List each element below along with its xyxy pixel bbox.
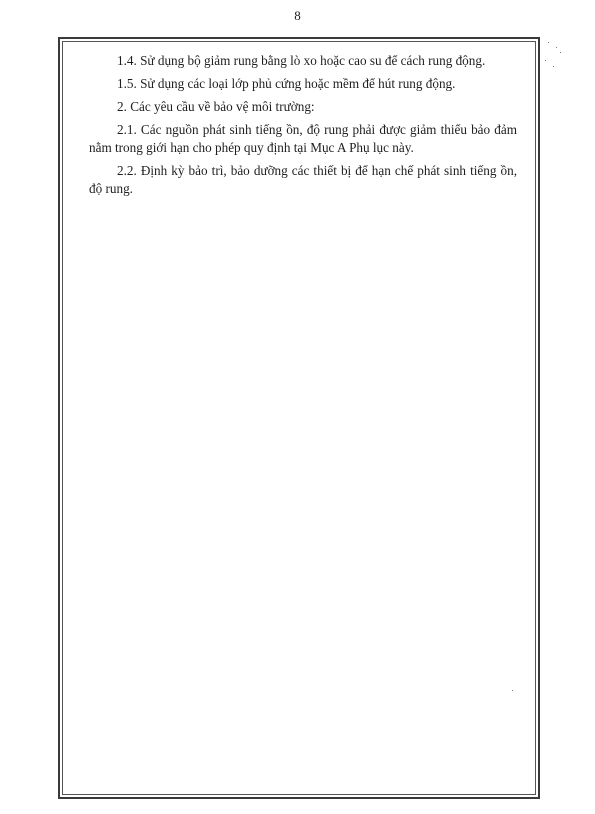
scan-speck bbox=[556, 47, 557, 48]
page-number: 8 bbox=[294, 8, 301, 23]
scan-speck bbox=[545, 60, 546, 61]
paragraph-1-4: 1.4. Sử dụng bộ giảm rung bằng lò xo hoặc cao su để cách rung động. bbox=[117, 53, 486, 68]
paragraph-1-5: 1.5. Sử dụng các loại lớp phủ cứng hoặc mềm để hút rung động. bbox=[117, 76, 456, 91]
paragraph-2-heading: 2. Các yêu cầu về bảo vệ môi trường: bbox=[117, 99, 315, 114]
scan-speck bbox=[553, 66, 554, 67]
paragraph-2-1: 2.1. Các nguồn phát sinh tiếng ồn, độ rung phải được giảm thiểu bảo đảm nằm trong giới hạn cho phép quy định tại Mục A Phụ lục này. bbox=[89, 122, 517, 155]
scan-speck bbox=[548, 42, 549, 43]
document-body bbox=[89, 52, 517, 203]
scan-speck bbox=[512, 690, 513, 691]
paragraph-2-2: 2.2. Định kỳ bảo trì, bảo dưỡng các thiết bị để hạn chế phát sinh tiếng ồn, độ rung. bbox=[89, 163, 517, 196]
scan-speck bbox=[560, 52, 561, 53]
